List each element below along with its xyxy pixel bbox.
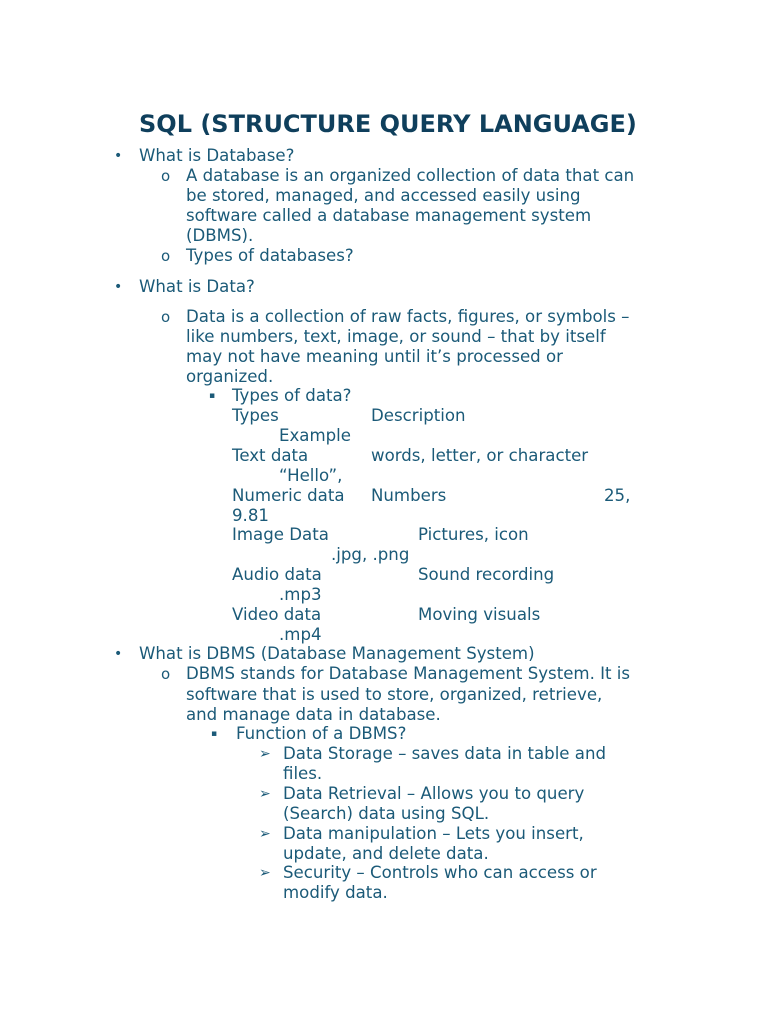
text-line: software that is used to store, organized, retrieve,	[186, 685, 603, 704]
table-cell: Video data	[232, 605, 322, 624]
table-cell: Sound recording	[418, 565, 555, 584]
function-item: files.	[283, 764, 323, 783]
table-cell: Image Data	[232, 525, 329, 544]
arrow-marker-icon: ➢	[259, 786, 271, 802]
circle-marker: o	[161, 665, 171, 683]
table-header-example: Example	[279, 426, 351, 445]
table-cell: Moving visuals	[418, 605, 541, 624]
sub-heading-function-of-dbms: Function of a DBMS?	[236, 724, 407, 743]
arrow-marker-icon: ➢	[259, 746, 271, 762]
function-item: modify data.	[283, 883, 388, 902]
table-cell: Numbers	[371, 486, 447, 505]
text-line: may not have meaning until it’s processed or	[186, 347, 563, 366]
text-line: Data is a collection of raw facts, figures, or symbols –	[186, 307, 630, 326]
function-item: Security – Controls who can access or	[283, 863, 597, 882]
function-item: Data Retrieval – Allows you to query	[283, 784, 585, 803]
square-marker: ▪	[209, 391, 216, 401]
table-cell: 25,	[604, 486, 631, 505]
table-cell: Pictures, icon	[418, 525, 529, 544]
text-line: and manage data in database.	[186, 705, 441, 724]
circle-marker: o	[161, 308, 171, 326]
text-line: organized.	[186, 367, 274, 386]
function-item: update, and delete data.	[283, 844, 489, 863]
arrow-marker-icon: ➢	[259, 865, 271, 881]
text-line: be stored, managed, and accessed easily using	[186, 186, 581, 205]
table-header-description: Description	[371, 406, 466, 425]
table-cell: Text data	[232, 446, 309, 465]
function-item: (Search) data using SQL.	[283, 804, 490, 823]
section-heading-database: What is Database?	[139, 146, 295, 165]
text-line: Types of databases?	[186, 246, 354, 265]
bullet-marker: •	[114, 279, 123, 295]
section-heading-data: What is Data?	[139, 277, 255, 296]
text-line: like numbers, text, image, or sound – that by itself	[186, 327, 606, 346]
sub-heading-types-of-data: Types of data?	[232, 386, 352, 405]
square-marker: ▪	[211, 729, 218, 739]
table-cell: Numeric data	[232, 486, 345, 505]
table-cell: Audio data	[232, 565, 322, 584]
table-header-types: Types	[232, 406, 279, 425]
circle-marker: o	[161, 247, 171, 265]
arrow-marker-icon: ➢	[259, 826, 271, 842]
bullet-marker: •	[114, 646, 123, 662]
page-title: SQL (STRUCTURE QUERY LANGUAGE)	[139, 110, 637, 138]
text-line: software called a database management system	[186, 206, 592, 225]
text-line: A database is an organized collection of data that can	[186, 166, 635, 185]
table-cell: .mp4	[279, 625, 322, 644]
table-cell: 9.81	[232, 506, 269, 525]
text-line: DBMS stands for Database Management System. It is	[186, 664, 631, 683]
table-cell: “Hello”,	[279, 466, 343, 485]
section-heading-dbms: What is DBMS (Database Management System)	[139, 644, 535, 663]
table-cell: .jpg, .png	[331, 545, 410, 564]
circle-marker: o	[161, 167, 171, 185]
table-cell: words, letter, or character	[371, 446, 589, 465]
function-item: Data Storage – saves data in table and	[283, 744, 607, 763]
text-line: (DBMS).	[186, 226, 254, 245]
bullet-marker: •	[114, 148, 123, 164]
table-cell: .mp3	[279, 585, 322, 604]
function-item: Data manipulation – Lets you insert,	[283, 824, 584, 843]
